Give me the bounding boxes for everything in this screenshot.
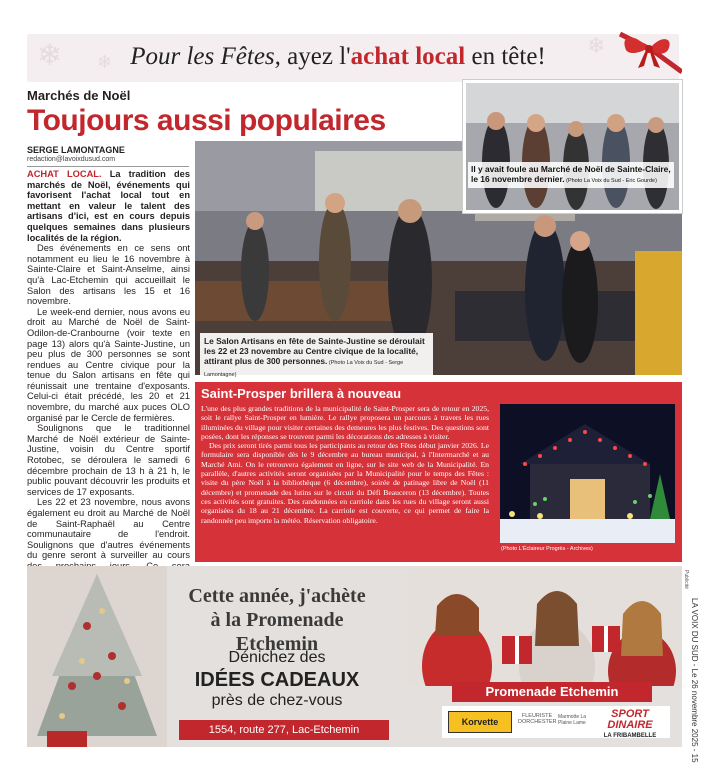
christmas-tree-icon	[27, 566, 167, 747]
ribbon-bow-icon	[612, 28, 682, 80]
ad-logos	[442, 706, 670, 738]
crowd-inset-photo	[463, 80, 682, 213]
sidebar-title: Saint-Prosper brillera à nouveau	[201, 386, 402, 401]
ad-headline-line1: Cette année, j'achète	[188, 585, 366, 607]
snowflake-icon: ❄	[587, 34, 606, 59]
paragraph-text: Les 22 et 23 novembre, nous avons également eu droit au Marché de Noël de Saint-Raphaël au Centre communautaire de l'endroit. Soulignons que d'autres événements du genre seront à surveiller au cours	[27, 497, 190, 561]
article-lead	[27, 169, 190, 243]
ad-tagline: près de chez-vous	[211, 692, 343, 709]
article-kicker: Marchés de Noël	[27, 88, 131, 103]
sidebar-body	[201, 404, 489, 525]
article-paragraph: Soulignons que le traditionnel Marché de Noël extérieur de Sainte-Justine, voisin du Centre sportif Rotobec, se déroulera le samedi 6 décembre prochain de 13 h à 21 h, le public pouvant découvrir les produits et services de 17 exposants.	[27, 423, 190, 497]
korvette-logo: Korvette	[448, 711, 512, 733]
snowflake-icon: ❄	[97, 52, 113, 73]
promenade-etchemin-ad	[27, 566, 682, 747]
byline: SERGE LAMONTAGNE	[27, 145, 125, 155]
lead-label: ACHAT LOCAL.	[27, 169, 102, 179]
main-photo-caption	[200, 333, 433, 383]
banner-part4: en tête!	[465, 43, 546, 70]
banner-highlight: achat local	[350, 43, 466, 70]
ad-headline	[172, 584, 382, 656]
caption-text: Le Salon Artisans en fête de Sainte-Justine se déroulait les 22 et 23 novembre au Centre civique de la localité, attirant plus de 300 personnes.	[204, 336, 425, 366]
caption-text: Il y avait foule au Marché de Noël de Sainte-Claire, le 16 novembre dernier.	[471, 164, 671, 184]
article-paragraph: Le week-end dernier, nous avons eu droit au Marché de Noël de Saint-Odilon-de-Cranbourne (voir texte en page 13) alors qu'à Sainte-Justine, un peu plus de 300 personnes se sont rendues au Centre civique pour la tenue du Salon artisans en fête qui réunissait une trentaine d'exposants. Celui-ci était précédé, les 20 et 21 novembre, du marché aux puces OLO organisé par le Cercle de fermières.	[27, 306, 190, 423]
ad-idees-block	[192, 669, 362, 710]
snowflake-icon: ❄	[37, 38, 63, 73]
sidebar-paragraph: Des prix seront tirés parmi tous les participants au retour des Fêtes début janvier 2026. Le formulaire sera disponible dès le 9 décembre au bureau municipal, à l'Intermarché et au Marché Ami. On le retrouvera également en ligne, sur le site web de la Municipalité. En parallèle, d'autres activités seront organisées par la Municipalité pour le temps des Fêtes : visite du père Noël à la bibliothèque (6 décembre), soirée de patinage libre de Noël (11 décembre) et promenade des lutins sur le circuit du Défi Beauceron (13 décembre). Toutes ces activités sont gratuites. Des randonnées en carriole dans les rues du village seront aussi organisées du 18 au 21 décembre. La carriole est couverte, ce qui permet de faire la randonnée peu importe la météo. Réservation obligatoire.	[201, 441, 489, 525]
ad-brand-name: Promenade Etchemin	[452, 682, 652, 702]
saint-prosper-sidebar	[195, 382, 682, 562]
sport-dinaire-text: SPORT DINAIRE	[607, 708, 653, 731]
banner-part1: Pour les Fêtes,	[130, 43, 281, 70]
fleuriste-logo: FLEURISTE DORCHESTER	[518, 713, 557, 725]
fribambelle-text: LA FRIBAMBELLE	[603, 733, 657, 739]
christmas-lights-photo	[500, 404, 675, 543]
shoppers-photo	[407, 566, 682, 686]
divider	[27, 166, 189, 167]
ad-address: 1554, route 277, Lac-Etchemin	[179, 720, 389, 740]
sidebar-paragraph: L'une des plus grandes traditions de la municipalité de Saint-Prosper sera de retour en 2025, soit le rallye Saint-Prosper en lumière. Le rallye proposera un parcours à travers les rues illuminées du village pour visiter certaines des demeures les plus festives. Des questions sont posées, dont les réponses se trouvent parmi les décorations des adresses à visiter.	[201, 404, 489, 441]
inset-photo-caption	[468, 162, 674, 188]
banner-title	[27, 43, 649, 71]
page-folio: LA VOIX DU SUD - Le 26 novembre 2025 - 15	[690, 598, 699, 763]
sport-dinaire-logo	[594, 709, 666, 742]
ad-tag: Publicité	[683, 570, 689, 589]
ad-subtitle: Dénichez des	[228, 649, 326, 666]
ad-idees-cadeaux: IDÉES CADEAUX	[194, 669, 360, 691]
photo-credit: (Photo L'Éclaireur Progrès - Archives)	[501, 546, 593, 552]
lead-text: La tradition des marchés de Noël, événements qui favorisent l'achat local tout en mettant en valeur le talent des artisans d'ici, est en cours depuis quelques semaines dans plusieurs localités de la région.	[27, 169, 190, 243]
holiday-banner	[27, 34, 679, 82]
ad-headline-line2: à la Promenade Etchemin	[210, 609, 344, 655]
article-body	[27, 169, 190, 625]
photo-credit: (Photo La Voix du Sud - Eric Gourde)	[564, 178, 657, 184]
photo-credit: (Photo La Voix du Sud - Serge Lamontagne)	[204, 360, 404, 378]
marmotte-logo: Marmotte La Plaine Lame	[558, 714, 587, 726]
article-headline: Toujours aussi populaires	[27, 104, 386, 137]
byline-email: redaction@lavoixdusud.com	[27, 156, 116, 163]
article-paragraph: Des événements en ce sens ont notamment eu lieu le 16 novembre à Sainte-Claire et Saint-Anselme, ainsi qu'à Lac-Etchemin qui accueillait le Salon des artisans les 15 et 16 novembre.	[27, 243, 190, 307]
banner-part2: ayez l'	[280, 43, 351, 70]
